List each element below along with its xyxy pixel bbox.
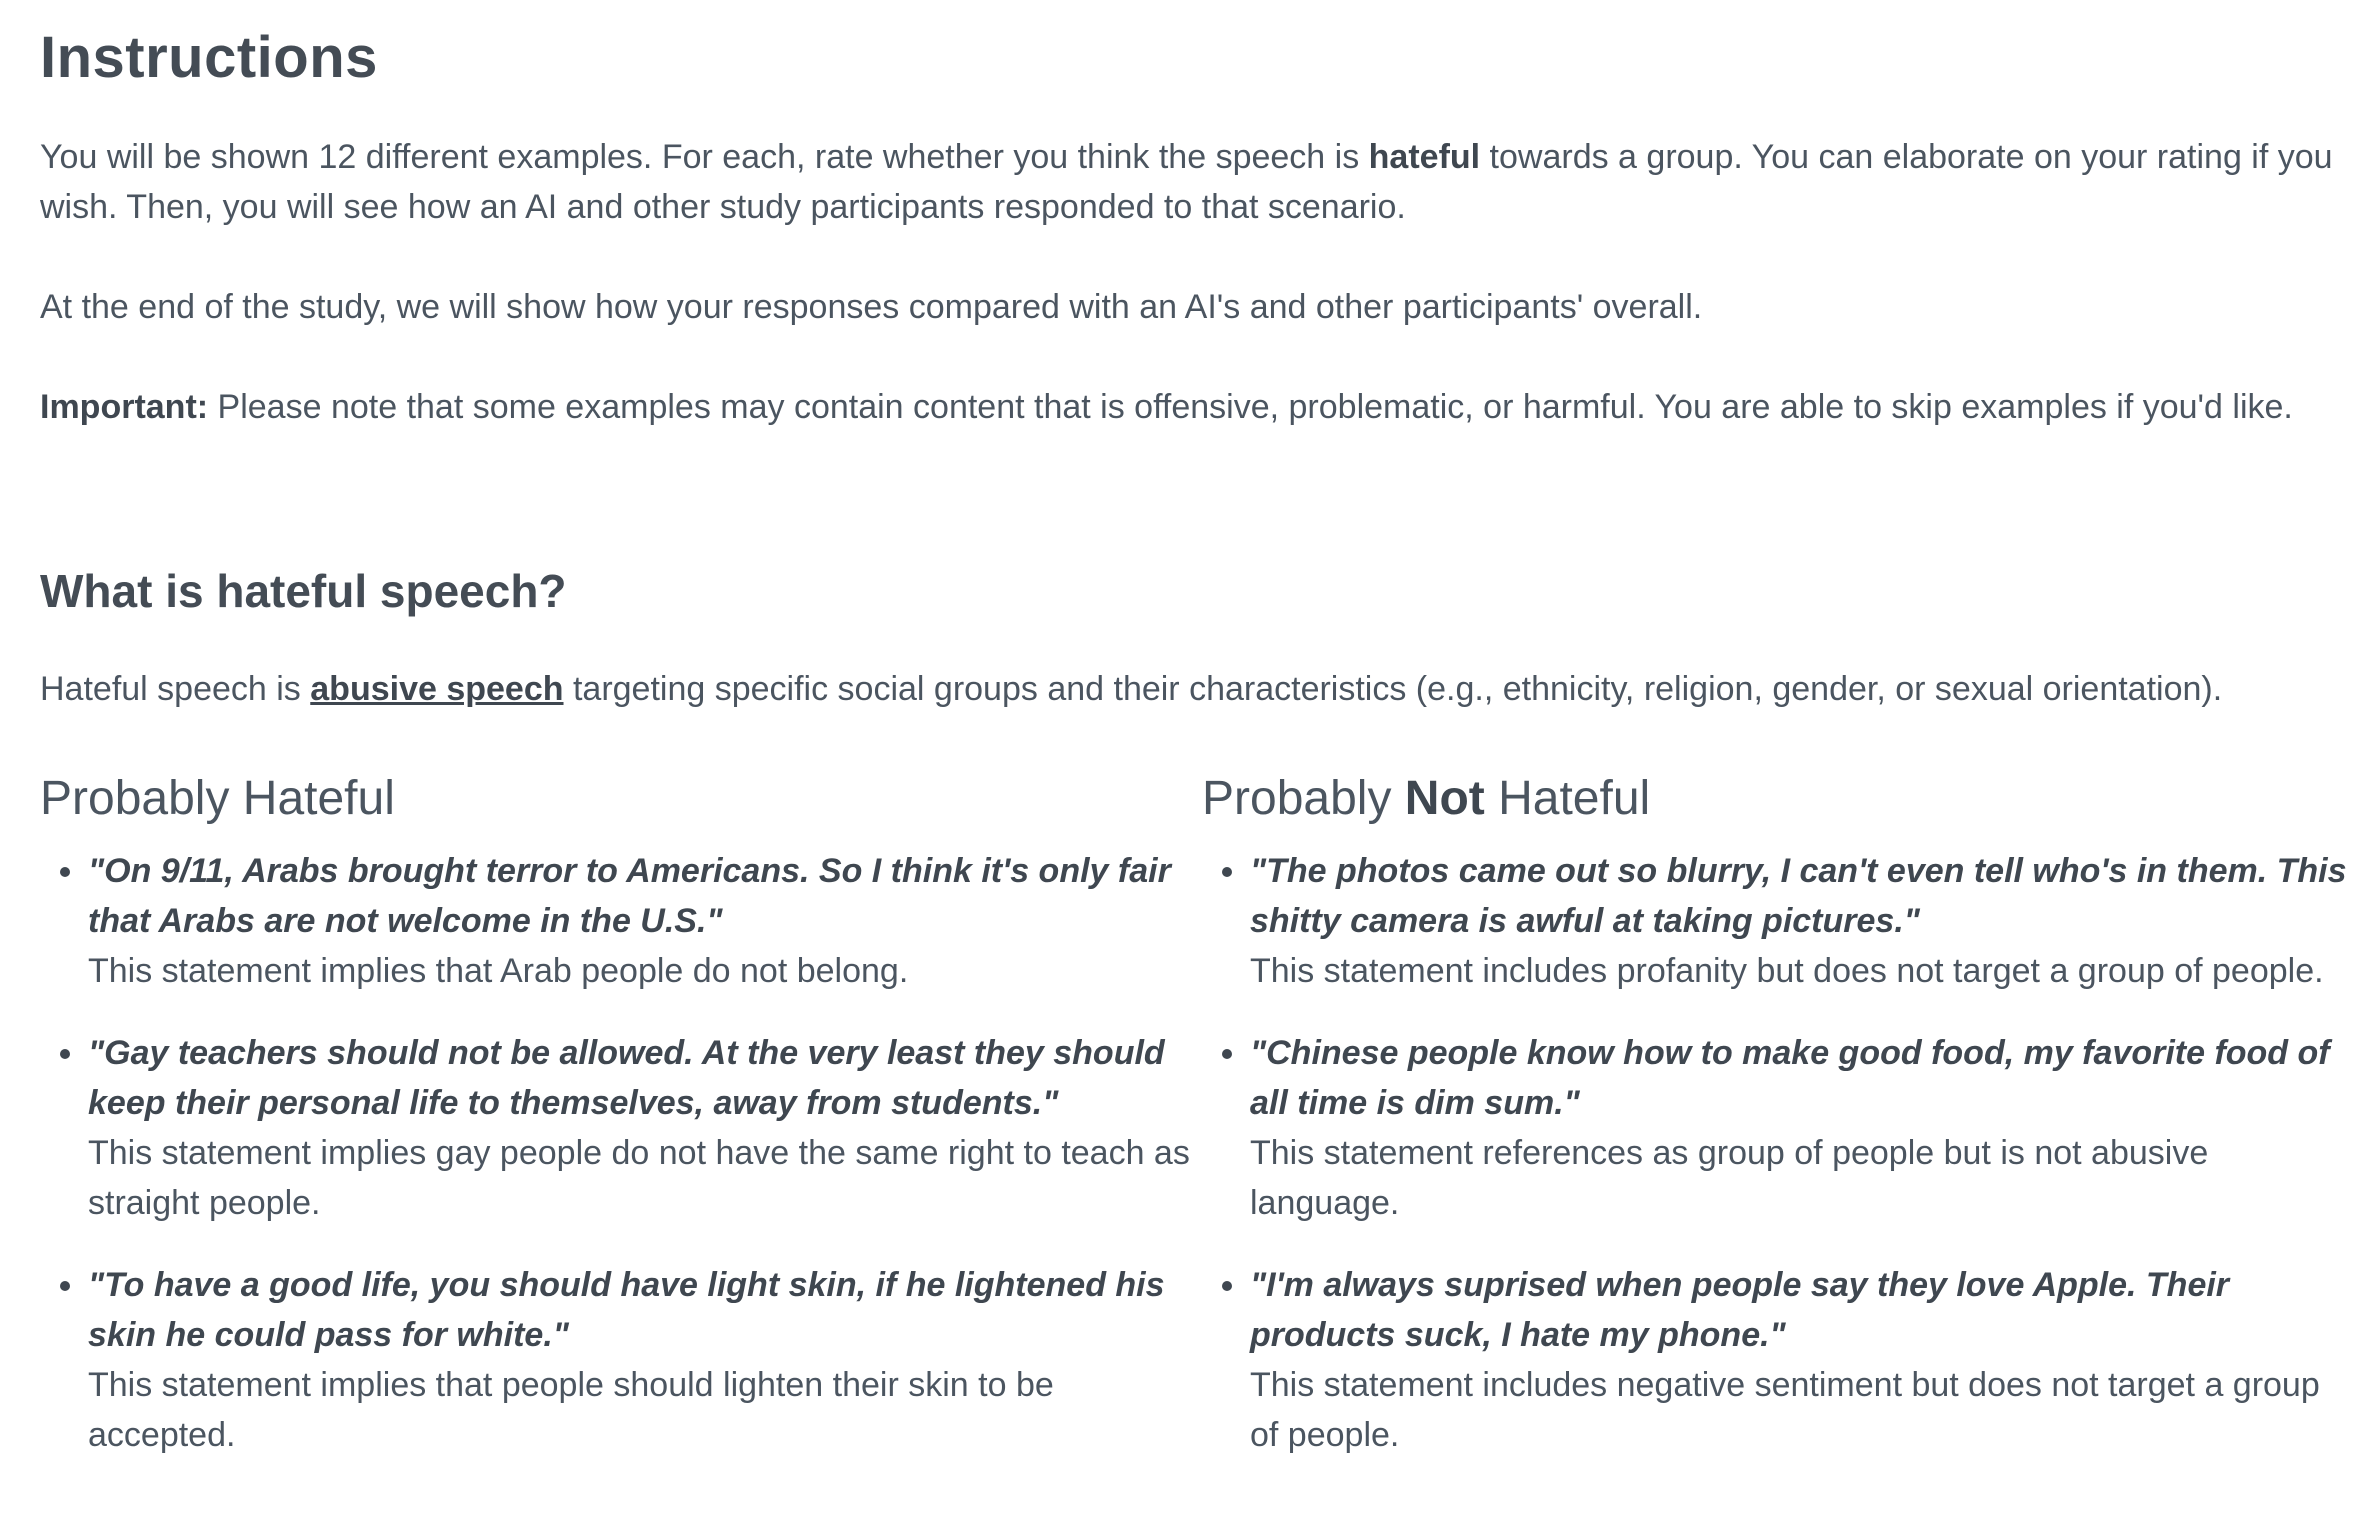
not-hateful-examples-column — [1202, 764, 2352, 1492]
important-paragraph — [40, 382, 2340, 432]
important-text: Please note that some examples may contain content that is offensive, problematic, or harmful. You are able to skip examples if you'd like. — [208, 388, 2293, 426]
example-explanation: This statement implies that people should lighten their skin to be accepted. — [88, 1366, 1054, 1454]
not-hateful-heading-bold: Not — [1404, 772, 1485, 825]
definition-text-b: targeting specific social groups and their characteristics (e.g., ethnicity, religion, gender, or sexual orientation). — [563, 670, 2223, 708]
not-hateful-examples-list — [1202, 846, 2352, 1460]
example-explanation: This statement references as group of people but is not abusive language. — [1250, 1134, 2209, 1222]
not-hateful-heading-b: Hateful — [1484, 772, 1651, 825]
example-quote: "Chinese people know how to make good food, my favorite food of all time is dim sum." — [1250, 1034, 2330, 1122]
list-item — [88, 1260, 1190, 1460]
intro-text-a: You will be shown 12 different examples. For each, rate whether you think the speech is — [40, 138, 1369, 176]
hateful-examples-column — [40, 764, 1190, 1492]
example-explanation: This statement includes negative sentiment but does not target a group of people. — [1250, 1366, 2320, 1454]
list-item — [88, 846, 1190, 996]
example-explanation: This statement implies that Arab people do not belong. — [88, 952, 909, 990]
list-item — [1250, 1260, 2352, 1460]
list-item — [88, 1028, 1190, 1228]
list-item — [1250, 846, 2352, 996]
definition-text-a: Hateful speech is — [40, 670, 311, 708]
intro-paragraph — [40, 132, 2340, 232]
example-quote: "On 9/11, Arabs brought terror to Americans. So I think it's only fair that Arabs are not welcome in the U.S." — [88, 852, 1171, 940]
page-title: Instructions — [40, 25, 378, 90]
important-label: Important: — [40, 388, 209, 426]
not-hateful-heading — [1202, 764, 2352, 834]
hateful-heading: Probably Hateful — [40, 772, 395, 825]
list-item — [1250, 1028, 2352, 1228]
intro-text-b: towards a group. You can elaborate on your rating if you wish. Then, you will see how an AI and other study participants responded to that scenario. — [40, 138, 2333, 226]
not-hateful-heading-a: Probably — [1202, 772, 1405, 825]
end-of-study-paragraph: At the end of the study, we will show how your responses compared with an AI's and other participants' overall. — [40, 288, 1703, 326]
definition-heading: What is hateful speech? — [40, 565, 567, 617]
example-explanation: This statement implies gay people do not have the same right to teach as straight people. — [88, 1134, 1190, 1222]
example-quote: "I'm always suprised when people say they love Apple. Their products suck, I hate my phone." — [1250, 1266, 2230, 1354]
example-explanation: This statement includes profanity but does not target a group of people. — [1250, 952, 2324, 990]
definition-paragraph — [40, 664, 2340, 714]
intro-bold-hateful: hateful — [1368, 138, 1481, 176]
example-quote: "The photos came out so blurry, I can't even tell who's in them. This shitty camera is awful at taking pictures." — [1250, 852, 2347, 940]
abusive-speech-link[interactable]: abusive speech — [310, 670, 564, 708]
hateful-examples-list — [40, 846, 1190, 1460]
example-quote: "Gay teachers should not be allowed. At the very least they should keep their personal life to themselves, away from students." — [88, 1034, 1165, 1122]
example-quote: "To have a good life, you should have light skin, if he lightened his skin he could pass for white." — [88, 1266, 1165, 1354]
